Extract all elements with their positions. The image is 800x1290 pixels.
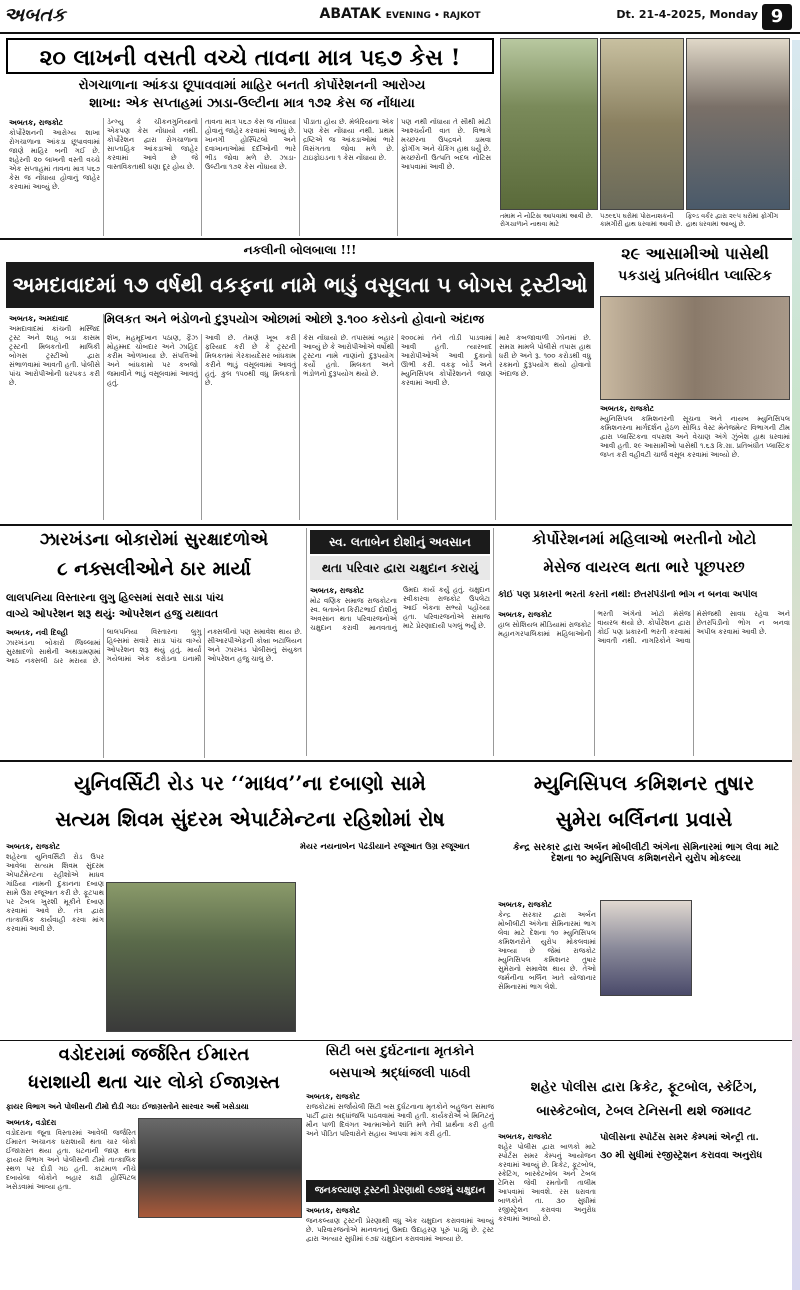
story7-headline-2: સત્યમ શિવમ સુંદરમ એપાર્ટમેન્ટના રહિશોમાં રોષ (55, 807, 445, 831)
story1-text-3: તાવના માત્ર ૫૬૭ કેસ જ નોંધાયા હોવાનું જાહેર કરવામાં આવ્યું છે. ખાનગી હોસ્પિટલો અને દવાખાનાઓમાં દર્દીઓની ભારે ભીડ જોવા મળે છે. ઝાડા-ઉલ્ટીના ૧૭૨ કેસ નોંધાયા છે. (205, 118, 296, 171)
story4-headline-1: ઝારખંડના બોકારોમાં સુરક્ષાદળોએ (39, 530, 269, 550)
story2-text-3: આવી છે. તેમણે ખૂબ કરી ફરિયાદ કરી છે કે ટ્રસ્ટની મિલકતમાં ગેરકાયદેસર બાંધકામ કરીને ભાડું વસૂલવામાં આવતું હતું. કુલ ૧૫૦થી વધુ મિલકતો છે. (205, 334, 296, 387)
story8-byline: અબતક, રાજકોટ (498, 900, 553, 909)
story1-body (6, 118, 494, 236)
story1-col-3 (202, 118, 300, 236)
story8-photo (600, 900, 692, 996)
story7-headline-1: યુનિવર્સિટી રોડ પર ‘‘માધવ’’ના દબાણો સામે (74, 771, 426, 795)
story12-text: શહેર પોલીસ દ્વારા બાળકો માટે સ્પોર્ટસ સમર કેમ્પનું આયોજન કરવામાં આવ્યું છે. ક્રિકેટ, ફૂટબોલ, સ્કેટિંગ, બાસ્કેટબોલ અને ટેબલ ટેનિસ જેવી રમતોની તાલીમ આપવામાં આવશે. રસ ધરાવતા બાળકોને તા. ૩૦ સુધીમાં રજીસ્ટ્રેશન કરાવવા અનુરોધ કરવામાં આવ્યો છે. (498, 1143, 596, 1223)
story1-photo-2 (600, 38, 684, 210)
story2-col-4 (300, 334, 398, 520)
story10-body (306, 1092, 494, 1176)
story8-headline-1: મ્યુનિસિપલ કમિશનર તુષાર (533, 771, 755, 795)
story10-headline-2: બસપાએ શ્રદ્ધાંજલી પાઠવી (329, 1066, 471, 1081)
story2-text-1: અમદાવાદમાં કાંચની મસ્જિદ ટ્રસ્ટ અને શાહ બડા કાસમ ટ્રસ્ટની મિલકતોની માલિકી બોગસ ટ્રસ્ટીઓ દ્વારા સંભાળવામાં આવતી હતી. પોલીસે પાંચ આરોપીઓની ધરપકડ કરી છે. (9, 325, 100, 387)
story7-photo (106, 882, 296, 1032)
story2-body (6, 312, 594, 522)
story3-text: મ્યુનિસિપલ કમિશનરની સૂચના અને નાયબ મ્યુનિસિપલ કમિશનરના માર્ગદર્શન હેઠળ સોલિડ વેસ્ટ મેનેજમેન્ટ વિભાગની ટીમ દ્વારા પ્લાસ્ટિકના વપરાશ અને વેચાણ અંગે ઝુંબેશ હાથ ધરવામાં આવી હતી. ૨૯ આસામીઓ પાસેથી ૧.૬૩ કિ.ગ્રા. પ્રતિબંધીત પ્લાસ્ટિક જપ્ત કરી વહીવટી ચાર્જ વસૂલ કરવામાં આવ્યો છે. (600, 415, 790, 459)
story3-byline: અબતક, રાજકોટ (600, 404, 655, 413)
story1-text-4: પીડાતા હોય છે. મેલેરિયાના એક પણ કેસ નોંધાયા નથી. પ્રથમ દ્રષ્ટિએ જ આંકડાઓમાં ભારે વિસંગતતા જોવા મળે છે. ટાઇફોઇડના ૧ કેસ નોંધાયા છે. (303, 118, 394, 162)
story11-body (306, 1206, 494, 1286)
story4-text: ઝારખંડના બોકારો જિલ્લામાં સુરક્ષાદળો સાથેની અથડામણમાં આઠ નક્સલી ઠાર મરાયા છે. લાલપનિયા વિસ્તારના લુગુ હિલ્સમાં સવારે સાડા પાંચ વાગ્યે ઓપરેશન શરૂ થયું હતું. માર્યા ગયેલામાં એક કરોડના ઇનામી નક્સલીનો પણ સમાવેશ થાય છે. સીઆરપીએફની કોબ્રા બટાલિયન અને ઝારખંડ પોલીસનું સંયુક્ત ઓપરેશન હજુ ચાલુ છે. (6, 628, 302, 665)
story7-body-left (6, 842, 104, 1038)
story3-photo (600, 296, 790, 400)
story2-byline: અબતક, અમદાવાદ (9, 314, 69, 323)
story4-headline-2: ૮ નક્સલીઓને ઠાર માર્યા (57, 558, 251, 580)
story1-caption-2: ૫૭૯૬૫ ઘરોમાં પોરાનાશકની કામગીરી હાથ ધરવામાં આવી છે. (600, 212, 683, 228)
story3-headline-1: ૨૯ આસામીઓ પાસેથી (621, 244, 769, 263)
story1-photo-1 (500, 38, 598, 210)
story5-body (310, 586, 490, 754)
paper-edition: EVENING • RAJKOT (385, 11, 481, 21)
divider (0, 524, 792, 526)
story9-byline: અબતક, વડોદરા (6, 1118, 57, 1127)
story2-text-5: ૨૦૦૮માં તેને તોડી પાડવામાં આવી હતી. ત્યારબાદ આરોપીઓએ આવી દુકાનો ઊભી કરી. વકફ બોર્ડ અને મ્યુનિસિપલ કોર્પોરેશનને જાણ કરવામાં આવી છે. (401, 334, 492, 387)
story10-headline-1: સિટી બસ દુર્ઘટનાના મૃતકોને (325, 1044, 475, 1059)
story6-body (498, 610, 790, 756)
story2-col-2 (104, 334, 202, 520)
story8-body (498, 900, 596, 1038)
story2-headline: અમદાવાદમાં ૧૭ વર્ષથી વકફના નામે ભાડું વસૂલતા ૫ બોગસ ટ્રસ્ટીઓ (6, 262, 594, 308)
story11-byline: અબતક, રાજકોટ (306, 1206, 361, 1215)
story7-text: શહેરના યુનિવર્સિટી રોડ ઉપર આવેલા સત્યમ શિવમ સુંદરમ એપાર્ટમેન્ટના રહીશોએ માધવ ગાંઠિયા નામની દુકાનના દબાણ સામે ઉગ્ર રજૂઆત કરી છે. ફૂટપાથ પર ટેબલ ખુરશી મૂકીને દબાણ કરવામાં આવે છે. તંત્ર દ્વારા તાત્કાલિક કાર્યવાહી કરવા માંગ કરવામાં આવી છે. (6, 853, 104, 933)
story2-text-4: કેસ નોંધાયો છે. તપાસમાં બહાર આવ્યું છે કે આરોપીઓએ વર્ષોથી ટ્રસ્ટના નામે નાણાંનો દુરૂપયોગ કર્યો હતો. મિલકત અને ભંડોળનો દુરૂપયોગ થયો છે. (303, 334, 395, 378)
story7-byline: અબતક, રાજકોટ (6, 842, 61, 851)
story7-subhead: મેયર નયનાબેન પેઢડીયાને રજૂઆત ઉગ્ર રજૂઆત (300, 842, 470, 852)
story1-byline: અબતક, રાજકોટ (9, 118, 64, 127)
story1-col-4 (300, 118, 398, 236)
page-edge-decoration (792, 40, 800, 1290)
story3-headline-2: પકડાયું પ્રતિબંધીત પ્લાસ્ટિક (618, 268, 772, 284)
story1-caption-1: તમામ ને નોટિસ આપવામાં આવી છે. રોગચાળાને નાથવા માટે (500, 212, 593, 228)
story6-headline-2: મેસેજ વાયરલ થતા ભારે પૂછપરછ (543, 558, 745, 576)
story11-headline: જનકલ્યાણ ટ્રસ્ટની પ્રેરણાથી ૯૭૪મું ચક્ષુદાન (306, 1180, 494, 1202)
story2-col-3 (202, 334, 300, 520)
story4-body (6, 628, 302, 758)
paper-name (250, 6, 550, 26)
story11-text: જનકલ્યાણ ટ્રસ્ટની પ્રેરણાથી વધુ એક ચક્ષુદાન કરાવવામાં આવ્યું છે. પરિવારજનોએ માનવતાનું ઉમદા ઉદાહરણ પૂરું પાડ્યું છે. ટ્રસ્ટ દ્વારા અત્યાર સુધીમાં ૯૭૪ ચક્ષુદાન કરાવવામાં આવ્યા છે. (306, 1217, 494, 1243)
story12-byline: અબતક, રાજકોટ (498, 1132, 553, 1141)
story1-photo-3 (686, 38, 790, 210)
story6-subhead: કોઈ પણ પ્રકારની ભરતી કરતી નથી: છેતરપિંડીનો ભોગ ન બનવા અપીલ (498, 590, 758, 600)
story12-headline-2: બાસ્કેટબોલ, ટેબલ ટેનિસની થશે જમાવટ (536, 1104, 752, 1119)
story4-subhead-1: લાલપનિયા વિસ્તારના લુગુ હિલ્સમાં સવારે સાડા પાંચ (6, 592, 224, 604)
story5-text: મોઢ વણિક સમાજ રાજકોટના સ્વ. લતાબેન કિરીટભાઈ દોશીનું અવસાન થતા પરિવારજનોએ ચક્ષુદાન કરાવી માનવતાનું ઉમદા કાર્ય કર્યું હતું. ચક્ષુદાન સ્વીકારવા રાજકોટ ઉપલેટા આઈ બેંકના સભ્યો પહોંચ્યા હતા. પરિવારજનોએ સમાજ માટે પ્રેરણાદાયી પગલું ભર્યું છે. (310, 586, 490, 632)
divider (0, 1040, 792, 1041)
story1-text-2: ડેન્ગ્યુ કે ચીકનગુનિયાનો એકપણ કેસ નોંધાયો નથી. કોર્પોરેશન દ્વારા રોગચાળાના સાપ્તાહિક આંકડાઓ જાહેર કરવામાં આવે છે જે વાસ્તવિકતાથી ઘણા દૂર હોય છે. (107, 118, 198, 171)
story2-kicker: નકલીની બોલબાલા !!! (243, 243, 357, 257)
story1-headline: ૨૦ લાખની વસતી વચ્ચે તાવના માત્ર ૫૬૭ કેસ ! (6, 38, 494, 74)
story2-text-6: મારે કબજાવાળી ઝોનમાં છે. સમગ્ર મામલે પોલીસે તપાસ હાથ ધરી છે અને રૂ. ૧૦૦ કરોડથી વધુ રકમનો દુરૂપયોગ થયો હોવાનો અંદાજ છે. (499, 334, 591, 378)
divider (0, 238, 792, 240)
story9-body (6, 1118, 136, 1286)
story1-col-5 (398, 118, 494, 236)
story9-subhead: ફાયર વિભાગ અને પોલીસની ટીમો દોડી ગઇ: ઈજાગ્રસ્તોને સારવાર અર્થે ખસેડાયા (6, 1102, 249, 1111)
divider (0, 760, 792, 762)
story5-headline-1: સ્વ. લતાબેન દોશીનું અવસાન (310, 530, 490, 554)
story6-text: હાલ સોશિયલ મીડિયામાં રાજકોટ મહાનગરપાલિકામાં મહિલાઓની ભરતી અંગેનો ખોટો મેસેજ વાયરલ થયો છે. કોર્પોરેશન દ્વારા કોઈ પણ પ્રકારની ભરતી કરવામાં આવતી નથી. નાગરિકોને આવા મેસેજથી સાવધ રહેવા અને છેતરપિંડીનો ભોગ ન બનવા અપીલ કરવામાં આવી છે. (498, 610, 790, 645)
story12-subhead-2: ૩૦ મી સુધીમાં રજીસ્ટ્રેશન કરાવવા અનુરોધ (600, 1150, 763, 1161)
story4-subhead-2: વાગ્યે ઓપરેશન શરૂ થયું: ઓપરેશન હજુ યથાવત (6, 608, 219, 620)
issue-date: Dt. 21-4-2025, Monday (616, 8, 758, 21)
story9-text: વડોદરાના જૂના વિસ્તારમાં આવેલી જર્જરિત ઈમારત અચાનક ધરાશાયી થતા ચાર લોકો ઈજાગ્રસ્ત થયા હતા. ઘટનાની જાણ થતા ફાયર વિભાગ અને પોલીસની ટીમો તાત્કાલિક સ્થળ પર દોડી ગઇ હતી. કાટમાળ નીચે દબાયેલા લોકોને બહાર કાઢી હોસ્પિટલ ખસેડવામાં આવ્યા હતા. (6, 1129, 136, 1191)
story10-byline: અબતક, રાજકોટ (306, 1092, 361, 1101)
story12-headline-1: શહેર પોલીસ દ્વારા ક્રિકેટ, ફૂટબોલ, સ્કેટિંગ, (530, 1080, 758, 1095)
page-number: 9 (762, 4, 792, 30)
story1-subhead-1: રોગચાળાના આંકડા છૂપાવવામાં માહિર બનતી કોર્પોરેશનની આરોગ્ય (78, 78, 426, 93)
paper-title: ABATAK (319, 6, 381, 22)
story2-col-5 (398, 334, 496, 520)
story3-body (600, 404, 790, 522)
story10-text: રાજકોટમાં સર્જાયેલી સિટી બસ દુર્ઘટનાના મૃતકોને બહુજન સમાજ પાર્ટી દ્વારા શ્રદ્ધાંજલિ પાઠવવામાં આવી હતી. કાર્યકરોએ બે મિનિટનું મૌન પાળી દિવંગત આત્માઓને શાંતિ મળે તેવી પ્રાર્થના કરી હતી અને પીડિત પરિવારોને સહાય આપવા માંગ કરી હતી. (306, 1103, 494, 1138)
story2-text-2: શેખ, મહમૂદખાન પઠાણ, ફૈઝ મોહમ્મદ ચોબદાર અને ઝાહિદ કરીમ ઓળખાયા છે. સંપત્તિઓ અને બાંધકામો પર કબજો જમાવીને ભાડું વસૂલવામાં આવતું હતું. (107, 334, 198, 387)
story8-headline-2: સુમેરા બર્લિનના પ્રવાસે (555, 807, 733, 831)
story2-col-1 (6, 314, 104, 520)
story1-col-2 (104, 118, 202, 236)
story9-headline-1: વડોદરામાં જર્જરિત ઈમારત (58, 1044, 250, 1065)
story9-photo (138, 1118, 302, 1218)
story9-headline-2: ધરાશાયી થતા ચાર લોકો ઈજાગ્રસ્ત (28, 1072, 280, 1093)
story5-byline: અબતક, રાજકોટ (310, 586, 365, 595)
story1-caption-3: ફિલ્ડ વર્કર દ્વારા ૨૯૫ ઘરોમાં ફોગીંગ હાથ ધરવામાં આવ્યું છે. (686, 212, 779, 228)
story8-text: કેન્દ્ર સરકાર દ્વારા અર્બન મોબીલીટી અંગેના સેમિનારમાં ભાગ લેવા માટે દેશના ૧૦ મ્યુનિસિપલ કમિશનરોને યુરોપ મોકલવામાં આવ્યા છે જેમાં રાજકોટ મ્યુનિસિપલ કમિશનર તુષાર સુમેરાનો સમાવેશ થાય છે. તેઓ જર્મનીના બર્લિન ખાતે યોજાનાર સેમિનારમાં ભાગ લેશે. (498, 911, 596, 991)
story6-headline-1: કોર્પોરેશનમાં મહિલાઓ ભરતીનો ખોટો (531, 530, 757, 548)
story12-body (498, 1132, 596, 1286)
story5-headline-2: થતા પરિવાર દ્વારા ચક્ષુદાન કરાયું (310, 556, 490, 580)
story2-col-6 (496, 334, 594, 520)
story1-text-5: પણ નથી નોંધાયા તે સૌથી મોટી આશ્ચર્યની વાત છે. વિભાગે મચ્છરના ઉપદ્રવને ડામવા ફોગીંગ અને ચેકિંગ હાથ ધર્યું છે. મચ્છરોની ઉત્પતિ બદલ નોટિસ આપવામાં આવી છે. (401, 118, 491, 171)
story12-subhead-1: પોલીસના સ્પોર્ટસ સમર કેમ્પમાં એન્ટ્રી તા. (600, 1132, 759, 1143)
story6-byline: અબતક, રાજકોટ (498, 610, 553, 619)
story1-subhead-2: શાખા: એક સપ્તાહમાં ઝાડા-ઉલ્ટીના માત્ર ૧૭૨ કેસ જ નોંધાયા (89, 96, 415, 111)
story8-subhead: કેન્દ્ર સરકાર દ્વારા અર્બન મોબીલીટી અંગેના સેમિનારમાં ભાગ લેવા માટે દેશના ૧૦ મ્યુનિસિપલ કમિશનરોને યુરોપ મોકલ્યા (512, 842, 780, 864)
story1-col-1 (6, 118, 104, 236)
newspaper-logo: અબતક (4, 4, 66, 26)
story1-text-1: કોર્પોરેશનની આરોગ્ય શાખા રોગચાળાના આંકડા છૂપાવવામાં જાણે માહિર બની ગઈ છે. શહેરની ૨૦ લાખની વસ્તી વચ્ચે એક સપ્તાહમાં તાવના માત્ર ૫૬૭ કેસ જ નોંધાયા હોવાનું જાહેર કરવામાં આવ્યું છે. (9, 129, 100, 191)
story2-subhead: મિલકત અને ભંડોળનો દુરૂપયોગ ઓછામાં ઓછો રૂ.૧૦૦ કરોડનો હોવાનો અંદાજ (104, 312, 484, 326)
story4-byline: અબતક, નવી દિલ્હી (6, 628, 68, 637)
